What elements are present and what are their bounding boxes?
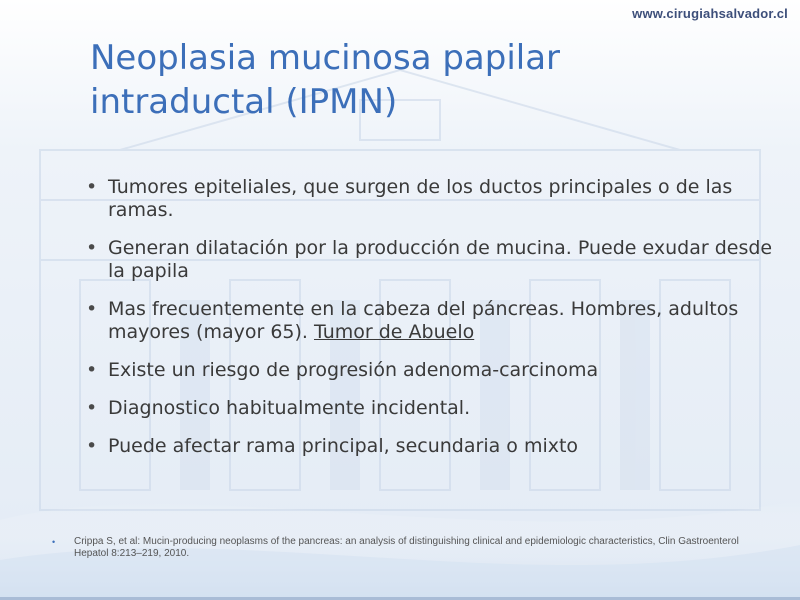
bullet-icon: • (86, 359, 98, 381)
slide-title: Neoplasia mucinosa papilar intraductal (IPMN) (90, 38, 561, 122)
bullet-text: Tumores epiteliales, que surgen de los ductos principales o de las ramas. (108, 176, 733, 221)
bullet-icon: • (86, 397, 98, 419)
bullet-item (86, 397, 776, 420)
bullet-icon: • (86, 176, 98, 198)
bullet-icon: • (86, 237, 98, 259)
site-url: www.cirugiahsalvador.cl (632, 6, 788, 21)
citation-footnote (52, 536, 774, 560)
bullet-text: Mas frecuentemente en la cabeza del páncreas. Hombres, adultos mayores (mayor 65). (108, 298, 739, 343)
bullet-text: Puede afectar rama principal, secundaria o mixto (108, 435, 579, 457)
bullet-text: Existe un riesgo de progresión adenoma-carcinoma (108, 359, 599, 381)
bullet-text: Diagnostico habitualmente incidental. (108, 397, 471, 419)
bullet-list (86, 176, 776, 473)
bullet-item (86, 237, 776, 283)
bullet-item (86, 359, 776, 382)
bullet-icon: • (86, 298, 98, 320)
bullet-item (86, 298, 776, 344)
bullet-item (86, 435, 776, 458)
footnote-text: Crippa S, et al: Mucin-producing neoplasms of the pancreas: an analysis of distinguishing clinical and epidemiologic characteristics, Clin Gastroenterol Hepatol 8:213–219, 2010. (74, 536, 739, 559)
footnote-bullet-icon: • (52, 537, 56, 547)
bullet-icon: • (86, 435, 98, 457)
bullet-text: Generan dilatación por la producción de mucina. Puede exudar desde la papila (108, 237, 773, 282)
bullet-item (86, 176, 776, 222)
bullet-underlined-text: Tumor de Abuelo (314, 321, 475, 343)
